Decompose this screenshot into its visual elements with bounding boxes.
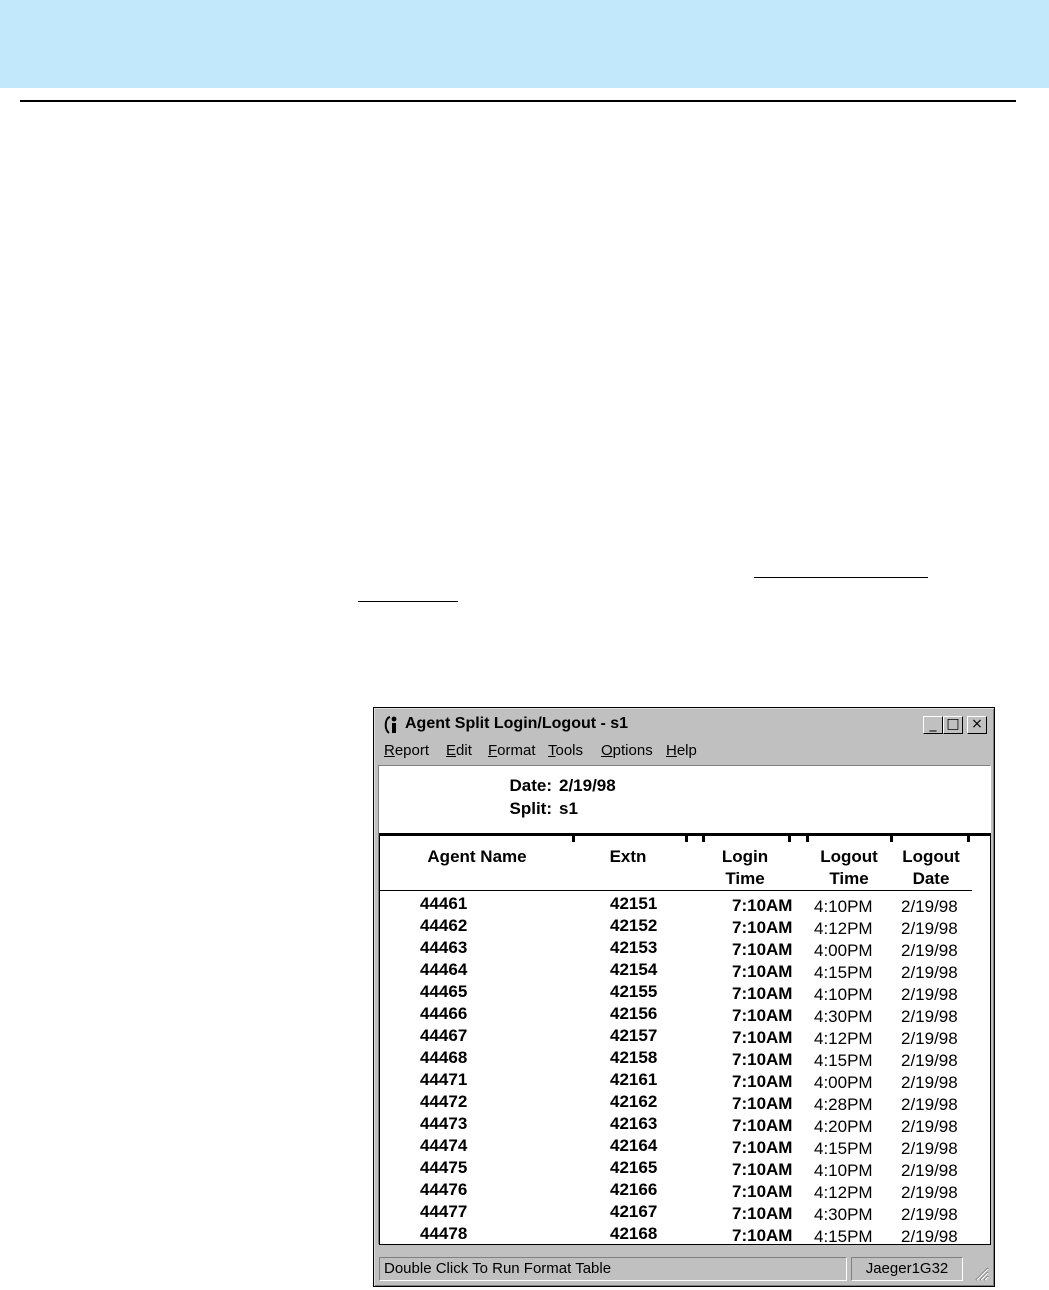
- cell-agent-name: 44474: [420, 1136, 468, 1155]
- table-row[interactable]: [380, 1180, 980, 1202]
- cell-login-time: 7:10AM: [732, 1094, 793, 1113]
- cell-agent-name: 44475: [420, 1158, 468, 1177]
- cell-agent-name: 44461: [420, 894, 468, 913]
- cell-extn: 42158: [610, 1048, 658, 1067]
- cell-extn: 42156: [610, 1004, 658, 1023]
- cell-login-time: 7:10AM: [732, 1006, 793, 1025]
- cell-logout-time: 4:00PM: [814, 941, 873, 960]
- cell-agent-name: 44473: [420, 1114, 468, 1133]
- cell-logout-time: 4:20PM: [814, 1117, 873, 1136]
- cell-agent-name: 44472: [420, 1092, 468, 1111]
- cell-logout-date: 2/19/98: [901, 941, 958, 960]
- cell-agent-name: 44468: [420, 1048, 468, 1067]
- cell-login-time: 7:10AM: [732, 918, 793, 937]
- cell-extn: 42167: [610, 1202, 658, 1221]
- maximize-button[interactable]: [943, 716, 963, 734]
- column-divider[interactable]: [685, 833, 688, 842]
- cell-logout-time: 4:15PM: [814, 1051, 873, 1070]
- cell-extn: 42166: [610, 1180, 658, 1199]
- cell-extn: 42157: [610, 1026, 658, 1045]
- column-divider[interactable]: [788, 833, 791, 842]
- page-header-band: [0, 0, 1049, 88]
- split-value: s1: [559, 799, 578, 818]
- menu-report[interactable]: Report: [384, 742, 430, 759]
- cell-extn: 42165: [610, 1158, 658, 1177]
- table-row[interactable]: [380, 1114, 980, 1136]
- table-row[interactable]: [380, 1136, 980, 1158]
- cell-agent-name: 44463: [420, 938, 468, 957]
- cell-logout-date: 2/19/98: [901, 1161, 958, 1180]
- cell-login-time: 7:10AM: [732, 1182, 793, 1201]
- report-panel: [378, 765, 991, 1245]
- menu-tools[interactable]: Tools: [548, 742, 584, 759]
- table-row[interactable]: [380, 1092, 980, 1114]
- cell-logout-date: 2/19/98: [901, 1205, 958, 1224]
- resize-grip-icon[interactable]: [971, 1263, 989, 1281]
- cell-logout-date: 2/19/98: [901, 963, 958, 982]
- cell-extn: 42152: [610, 916, 658, 935]
- table-row[interactable]: [380, 1048, 980, 1070]
- cell-logout-time: 4:10PM: [814, 1161, 873, 1180]
- cell-extn: 42161: [610, 1070, 658, 1089]
- status-server: Jaeger1G32: [851, 1257, 963, 1281]
- cell-agent-name: 44477: [420, 1202, 468, 1221]
- close-button[interactable]: [967, 716, 987, 734]
- menu-options[interactable]: Options: [601, 742, 653, 759]
- column-header-logout-time[interactable]: Logout Time: [820, 847, 878, 888]
- table-row[interactable]: [380, 894, 980, 916]
- cell-login-time: 7:10AM: [732, 984, 793, 1003]
- title-bar[interactable]: [377, 711, 991, 737]
- menu-edit[interactable]: Edit: [446, 742, 472, 759]
- table-row[interactable]: [380, 1004, 980, 1026]
- status-message: Double Click To Run Format Table: [379, 1257, 847, 1281]
- header-divider: [380, 890, 972, 891]
- cell-agent-name: 44478: [420, 1224, 468, 1243]
- minimize-icon: _: [929, 716, 937, 732]
- menu-bar: [377, 739, 991, 763]
- cell-extn: 42154: [610, 960, 658, 979]
- cell-login-time: 7:10AM: [732, 940, 793, 959]
- cell-extn: 42162: [610, 1092, 658, 1111]
- cell-extn: 42155: [610, 982, 658, 1001]
- cell-login-time: 7:10AM: [732, 896, 793, 915]
- cell-logout-time: 4:30PM: [814, 1205, 873, 1224]
- cell-extn: 42168: [610, 1224, 658, 1243]
- cell-agent-name: 44471: [420, 1070, 468, 1089]
- cell-login-time: 7:10AM: [732, 1138, 793, 1157]
- column-divider[interactable]: [572, 833, 575, 842]
- cell-login-time: 7:10AM: [732, 1028, 793, 1047]
- cell-logout-date: 2/19/98: [901, 1073, 958, 1092]
- cell-logout-time: 4:12PM: [814, 919, 873, 938]
- date-label: Date:: [509, 776, 552, 795]
- cell-logout-time: 4:12PM: [814, 1183, 873, 1202]
- cell-agent-name: 44462: [420, 916, 468, 935]
- column-divider[interactable]: [967, 833, 970, 842]
- cell-logout-date: 2/19/98: [901, 1007, 958, 1026]
- table-row[interactable]: [380, 916, 980, 938]
- cell-logout-date: 2/19/98: [901, 1183, 958, 1202]
- cell-logout-time: 4:30PM: [814, 1007, 873, 1026]
- cell-agent-name: 44464: [420, 960, 468, 979]
- maximize-icon: □: [946, 716, 960, 732]
- table-row[interactable]: [380, 1026, 980, 1048]
- column-header-extn[interactable]: Extn: [609, 847, 647, 866]
- table-row[interactable]: [380, 1224, 980, 1246]
- cell-login-time: 7:10AM: [732, 1204, 793, 1223]
- cell-logout-date: 2/19/98: [901, 1095, 958, 1114]
- column-divider[interactable]: [890, 833, 893, 842]
- cell-login-time: 7:10AM: [732, 1116, 793, 1135]
- cell-logout-date: 2/19/98: [901, 1117, 958, 1136]
- menu-help[interactable]: Help: [666, 742, 697, 759]
- table-row[interactable]: [380, 1070, 980, 1092]
- cell-login-time: 7:10AM: [732, 1050, 793, 1069]
- cell-logout-date: 2/19/98: [901, 1139, 958, 1158]
- cell-agent-name: 44467: [420, 1026, 468, 1045]
- hyperlink-underline-continued[interactable]: [358, 601, 458, 602]
- cell-logout-time: 4:15PM: [814, 1139, 873, 1158]
- cell-logout-date: 2/19/98: [901, 1051, 958, 1070]
- column-header-logout-date[interactable]: Logout Date: [902, 847, 960, 888]
- window-title: Agent Split Login/Logout - s1: [405, 715, 629, 732]
- report-window: [373, 707, 995, 1287]
- cell-login-time: 7:10AM: [732, 1160, 793, 1179]
- table-row[interactable]: [380, 1202, 980, 1224]
- table-row[interactable]: [380, 960, 980, 982]
- cell-agent-name: 44466: [420, 1004, 468, 1023]
- cell-extn: 42164: [610, 1136, 658, 1155]
- header-rule: [20, 100, 1016, 102]
- cell-logout-date: 2/19/98: [901, 897, 958, 916]
- table-row[interactable]: [380, 938, 980, 960]
- column-divider[interactable]: [806, 833, 809, 842]
- column-header-agent-name[interactable]: Agent Name: [427, 847, 527, 866]
- cell-logout-time: 4:10PM: [814, 897, 873, 916]
- cell-login-time: 7:10AM: [732, 1226, 793, 1245]
- headset-agent-icon: [383, 715, 401, 735]
- cell-logout-time: 4:15PM: [814, 1227, 873, 1246]
- date-value: 2/19/98: [559, 776, 616, 795]
- report-table[interactable]: [379, 833, 991, 1245]
- cell-extn: 42151: [610, 894, 658, 913]
- cell-logout-date: 2/19/98: [901, 919, 958, 938]
- minimize-button[interactable]: [923, 716, 943, 734]
- cell-agent-name: 44465: [420, 982, 468, 1001]
- split-label: Split:: [509, 799, 552, 818]
- column-divider[interactable]: [702, 833, 705, 842]
- close-icon: ×: [971, 716, 983, 732]
- cell-extn: 42163: [610, 1114, 658, 1133]
- cell-logout-date: 2/19/98: [901, 985, 958, 1004]
- cell-logout-time: 4:12PM: [814, 1029, 873, 1048]
- cell-logout-time: 4:10PM: [814, 985, 873, 1004]
- cell-logout-time: 4:28PM: [814, 1095, 873, 1114]
- cell-login-time: 7:10AM: [732, 1072, 793, 1091]
- table-row[interactable]: [380, 982, 980, 1004]
- cell-login-time: 7:10AM: [732, 962, 793, 981]
- cell-logout-date: 2/19/98: [901, 1029, 958, 1048]
- status-bar: [377, 1255, 991, 1283]
- cell-logout-time: 4:00PM: [814, 1073, 873, 1092]
- cell-logout-date: 2/19/98: [901, 1227, 958, 1246]
- menu-format[interactable]: Format: [488, 742, 536, 759]
- table-row[interactable]: [380, 1158, 980, 1180]
- cell-agent-name: 44476: [420, 1180, 468, 1199]
- hyperlink-underline[interactable]: [754, 577, 928, 578]
- cell-logout-time: 4:15PM: [814, 963, 873, 982]
- column-header-login-time[interactable]: Login Time: [721, 847, 769, 888]
- cell-extn: 42153: [610, 938, 658, 957]
